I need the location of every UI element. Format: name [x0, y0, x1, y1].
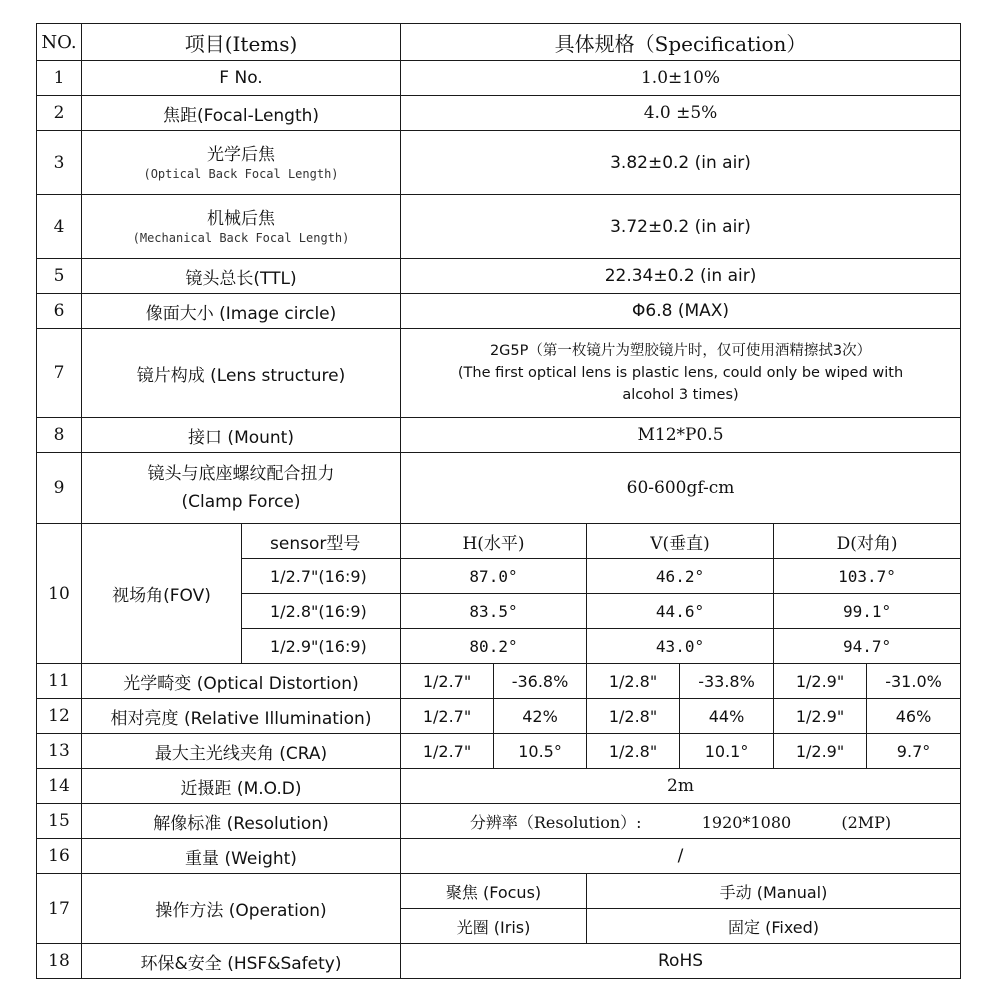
item-label: 机械后焦 [207, 208, 275, 229]
sensor-size: 1/2.9" [774, 664, 867, 699]
item-label: 镜片构成 (Lens structure) [82, 329, 401, 418]
header-no: NO. [37, 24, 82, 61]
table-row [37, 453, 961, 524]
row-no: 16 [37, 839, 82, 874]
spec-table [36, 23, 961, 979]
row-no: 14 [37, 769, 82, 804]
table-row [37, 734, 961, 769]
fov-header-h: H(水平) [401, 524, 587, 559]
measured-value: -36.8% [494, 664, 587, 699]
item-label: 镜头总长(TTL) [82, 259, 401, 294]
resolution-label: 分辨率（Resolution）: [469, 812, 642, 832]
table-row [37, 195, 961, 259]
table-row [37, 329, 961, 418]
spec-line: 2G5P（第一枚镜片为塑胶镜片时，仅可使用酒精擦拭3次） [489, 343, 872, 359]
spec-value: 3.72±0.2 (in air) [401, 195, 961, 259]
spec-value: 2m [401, 769, 961, 804]
fov-d: 94.7° [774, 629, 961, 664]
sensor-size: 1/2.7" [401, 699, 494, 734]
row-no: 13 [37, 734, 82, 769]
item-sublabel: (Mechanical Back Focal Length) [132, 230, 350, 245]
table-row [37, 664, 961, 699]
measured-value: 10.1° [680, 734, 774, 769]
operation-iris-label: 光圈 (Iris) [401, 909, 587, 944]
fov-d: 99.1° [774, 594, 961, 629]
item-label: 重量 (Weight) [82, 839, 401, 874]
fov-v: 43.0° [587, 629, 774, 664]
sensor-size: 1/2.7" [401, 664, 494, 699]
table-row [37, 259, 961, 294]
fov-v: 44.6° [587, 594, 774, 629]
item-cell [82, 195, 401, 259]
item-label: 镜头与底座螺纹配合扭力 [147, 464, 335, 484]
fov-h: 80.2° [401, 629, 587, 664]
row-no: 11 [37, 664, 82, 699]
row-no: 5 [37, 259, 82, 294]
fov-header-v: V(垂直) [587, 524, 774, 559]
fov-header-sensor: sensor型号 [242, 524, 401, 559]
resolution-value: 1920*1080 [701, 812, 792, 832]
row-no: 17 [37, 874, 82, 944]
spec-table-container [36, 23, 960, 979]
fov-h: 83.5° [401, 594, 587, 629]
table-row [37, 524, 961, 559]
row-no: 7 [37, 329, 82, 418]
resolution-mp: (2MP) [841, 812, 892, 832]
spec-value: 3.82±0.2 (in air) [401, 131, 961, 195]
row-no: 15 [37, 804, 82, 839]
table-row [37, 804, 961, 839]
measured-value: -33.8% [680, 664, 774, 699]
measured-value: 44% [680, 699, 774, 734]
row-no: 3 [37, 131, 82, 195]
row-no: 6 [37, 294, 82, 329]
measured-value: 9.7° [867, 734, 961, 769]
row-no: 8 [37, 418, 82, 453]
sensor-size: 1/2.8" [587, 664, 680, 699]
table-row [37, 874, 961, 909]
table-row [37, 769, 961, 804]
fov-sensor: 1/2.9"(16:9) [242, 629, 401, 664]
spec-value [401, 804, 961, 839]
fov-sensor: 1/2.8"(16:9) [242, 594, 401, 629]
table-row [37, 699, 961, 734]
measured-value: 10.5° [494, 734, 587, 769]
operation-focus-label: 聚焦 (Focus) [401, 874, 587, 909]
item-sublabel: (Clamp Force) [181, 492, 301, 512]
item-label: 像面大小 (Image circle) [82, 294, 401, 329]
fov-d: 103.7° [774, 559, 961, 594]
table-header-row [37, 24, 961, 61]
item-cell [82, 131, 401, 195]
table-row [37, 96, 961, 131]
item-label: 光学后焦 [207, 144, 275, 165]
fov-sensor: 1/2.7"(16:9) [242, 559, 401, 594]
item-label: 最大主光线夹角 (CRA) [82, 734, 401, 769]
item-sublabel: (Optical Back Focal Length) [143, 166, 339, 181]
table-row [37, 944, 961, 979]
table-row [37, 294, 961, 329]
spec-line: (The first optical lens is plastic lens, could only be wiped with [457, 365, 904, 381]
header-items: 项目(Items) [82, 24, 401, 61]
fov-v: 46.2° [587, 559, 774, 594]
row-no: 12 [37, 699, 82, 734]
row-no: 2 [37, 96, 82, 131]
spec-value: 22.34±0.2 (in air) [401, 259, 961, 294]
table-row [37, 839, 961, 874]
sensor-size: 1/2.9" [774, 734, 867, 769]
row-no: 9 [37, 453, 82, 524]
table-row [37, 418, 961, 453]
item-label: 相对亮度 (Relative Illumination) [82, 699, 401, 734]
sensor-size: 1/2.8" [587, 699, 680, 734]
sensor-size: 1/2.9" [774, 699, 867, 734]
item-cell [82, 453, 401, 524]
sensor-size: 1/2.8" [587, 734, 680, 769]
table-row [37, 131, 961, 195]
item-label: 光学畸变 (Optical Distortion) [82, 664, 401, 699]
row-no: 10 [37, 524, 82, 664]
table-row [37, 61, 961, 96]
row-no: 18 [37, 944, 82, 979]
measured-value: 42% [494, 699, 587, 734]
fov-header-d: D(对角) [774, 524, 961, 559]
item-label: 解像标准 (Resolution) [82, 804, 401, 839]
header-spec: 具体规格（Specification） [401, 24, 961, 61]
row-no: 4 [37, 195, 82, 259]
sensor-size: 1/2.7" [401, 734, 494, 769]
item-label: 接口 (Mount) [82, 418, 401, 453]
measured-value: 46% [867, 699, 961, 734]
spec-value: 60-600gf-cm [401, 453, 961, 524]
measured-value: -31.0% [867, 664, 961, 699]
item-label: F No. [82, 61, 401, 96]
spec-value: 4.0 ±5% [401, 96, 961, 131]
operation-iris-value: 固定 (Fixed) [587, 909, 961, 944]
spec-value: RoHS [401, 944, 961, 979]
item-label: 视场角(FOV) [82, 524, 242, 664]
item-label: 焦距(Focal-Length) [82, 96, 401, 131]
item-label: 环保&安全 (HSF&Safety) [82, 944, 401, 979]
spec-value: M12*P0.5 [401, 418, 961, 453]
spec-value: 1.0±10% [401, 61, 961, 96]
spec-line: alcohol 3 times) [622, 387, 739, 403]
spec-value: Φ6.8 (MAX) [401, 294, 961, 329]
item-label: 近摄距 (M.O.D) [82, 769, 401, 804]
fov-h: 87.0° [401, 559, 587, 594]
spec-value-multiline [401, 329, 961, 418]
spec-value: / [401, 839, 961, 874]
item-label: 操作方法 (Operation) [82, 874, 401, 944]
operation-focus-value: 手动 (Manual) [587, 874, 961, 909]
row-no: 1 [37, 61, 82, 96]
